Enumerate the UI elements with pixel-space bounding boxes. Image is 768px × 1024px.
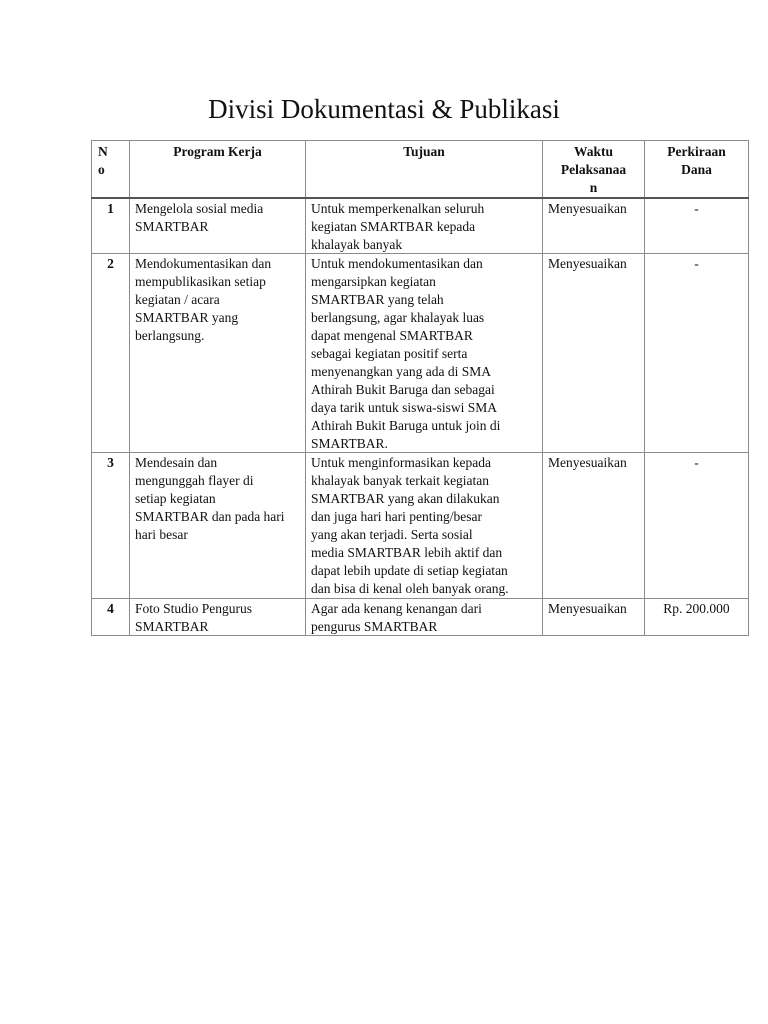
tujuan-cell xyxy=(306,598,543,636)
dana-cell xyxy=(645,198,749,254)
row-no: 2 xyxy=(107,256,114,272)
row-no: 3 xyxy=(107,455,114,471)
row-no-cell xyxy=(92,198,130,254)
header-dana-text: Perkiraan Dana xyxy=(667,144,726,177)
program-cell xyxy=(130,198,306,254)
waktu-text: Menyesuaikan xyxy=(548,256,627,272)
program-cell xyxy=(130,598,306,636)
dana-cell xyxy=(645,453,749,598)
dana-text: - xyxy=(694,256,699,272)
dana-cell xyxy=(645,254,749,453)
tujuan-cell xyxy=(306,453,543,598)
program-text: Mendokumentasikan dan mempublikasikan setiap kegiatan / acara SMARTBAR yang berlangsung. xyxy=(135,256,272,344)
header-no xyxy=(92,141,130,198)
header-dana xyxy=(645,141,749,198)
dana-text: Rp. 200.000 xyxy=(663,600,730,616)
waktu-text: Menyesuaikan xyxy=(548,600,627,616)
header-program xyxy=(130,141,306,198)
waktu-text: Menyesuaikan xyxy=(548,200,627,216)
header-tujuan-text: Tujuan xyxy=(403,144,445,159)
tujuan-text: Untuk memperkenalkan seluruh kegiatan SMARTBAR kepada khalayak banyak xyxy=(311,200,485,252)
program-table xyxy=(91,140,749,636)
waktu-cell xyxy=(543,453,645,598)
program-cell xyxy=(130,254,306,453)
program-text: Foto Studio Pengurus SMARTBAR xyxy=(135,600,253,634)
row-no: 4 xyxy=(107,600,114,616)
row-no-cell xyxy=(92,453,130,598)
tujuan-text: Untuk menginformasikan kepada khalayak banyak terkait kegiatan SMARTBAR yang akan dilakukan dan juga hari hari penting/besar yang akan terjadi. Serta sosial media SMARTBAR lebih aktif dan dapat lebih update di setiap kegiatan dan bisa di kenal oleh banyak orang. xyxy=(311,455,509,596)
dana-text: - xyxy=(694,200,699,216)
row-no-cell xyxy=(92,254,130,453)
document-title: Divisi Dokumentasi & Publikasi xyxy=(208,94,560,124)
table-row xyxy=(92,198,749,254)
header-no-text: N o xyxy=(98,144,108,177)
header-program-text: Program Kerja xyxy=(173,144,262,159)
program-text: Mengelola sosial media SMARTBAR xyxy=(135,200,264,234)
waktu-cell xyxy=(543,254,645,453)
table-row xyxy=(92,598,749,636)
waktu-cell xyxy=(543,598,645,636)
program-cell xyxy=(130,453,306,598)
row-no: 1 xyxy=(107,200,114,216)
waktu-text: Menyesuaikan xyxy=(548,455,627,471)
header-waktu-text: Waktu Pelaksanaa n xyxy=(560,144,627,195)
waktu-cell xyxy=(543,198,645,254)
table-row xyxy=(92,254,749,453)
tujuan-text: Untuk mendokumentasikan dan mengarsipkan kegiatan SMARTBAR yang telah berlangsung, agar khalayak luas dapat mengenal SMARTBAR sebagai kegiatan positif serta menyenangkan yang ada di SMA Athirah Bukit Baruga dan sebagai daya tarik untuk siswa-siswi SMA Athirah Bukit Baruga untuk join di SMARTBAR. xyxy=(311,256,501,451)
dana-text: - xyxy=(694,455,699,471)
header-waktu xyxy=(543,141,645,198)
dana-cell xyxy=(645,598,749,636)
table-header-row xyxy=(92,141,749,198)
row-no-cell xyxy=(92,598,130,636)
tujuan-cell xyxy=(306,254,543,453)
header-tujuan xyxy=(306,141,543,198)
tujuan-cell xyxy=(306,198,543,254)
table-row xyxy=(92,453,749,598)
program-text: Mendesain dan mengunggah flayer di setiap kegiatan SMARTBAR dan pada hari hari besar xyxy=(135,455,285,543)
tujuan-text: Agar ada kenang kenangan dari pengurus SMARTBAR xyxy=(311,600,482,634)
